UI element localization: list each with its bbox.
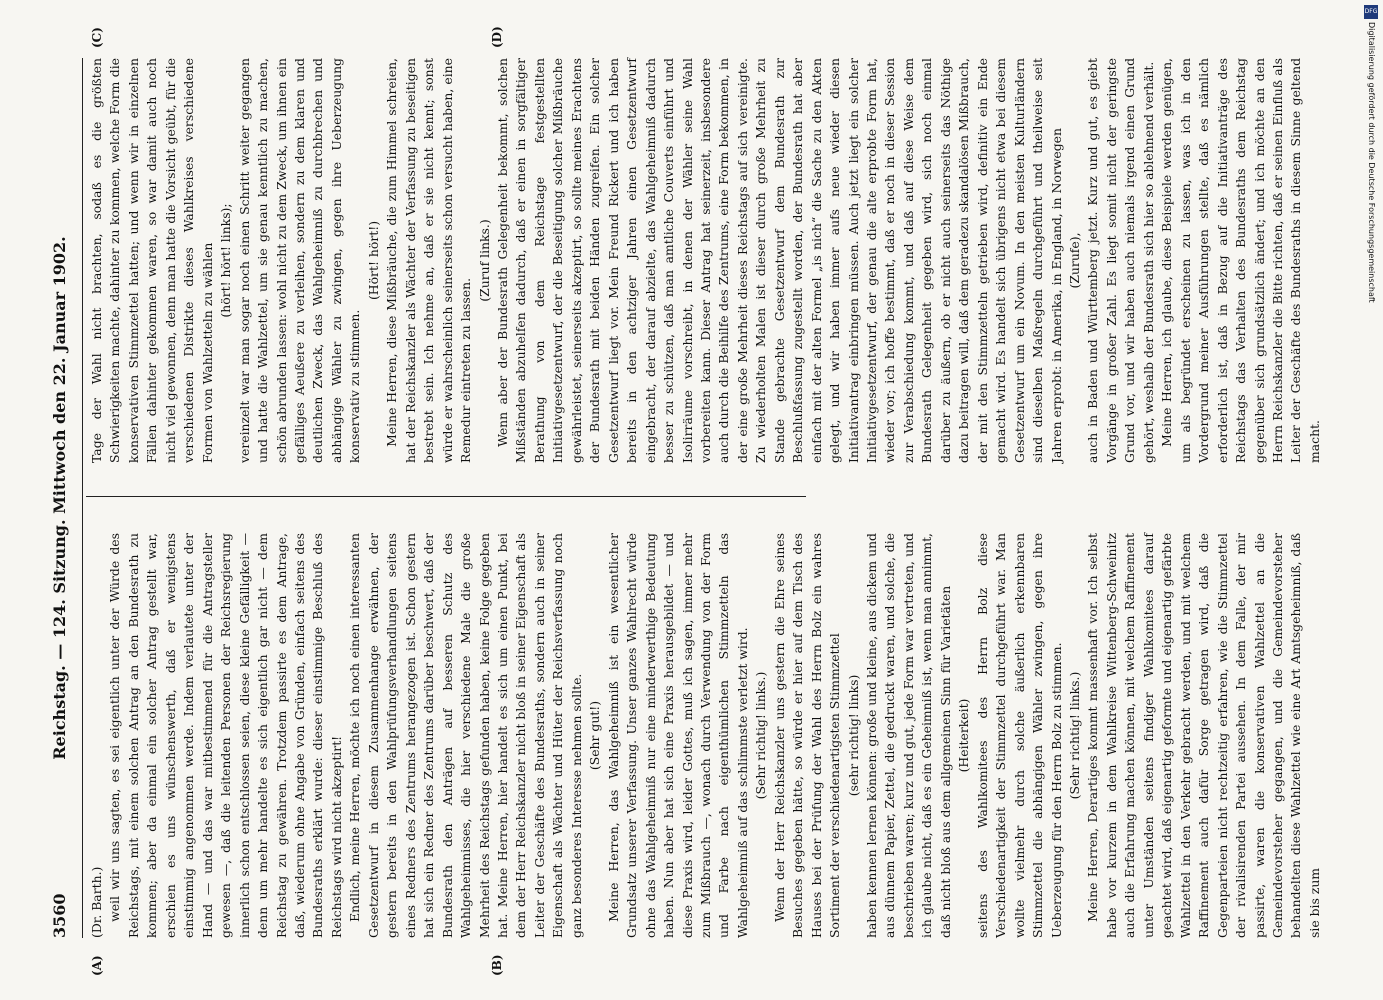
paragraph: haben kennen lernen können: große und kleine, aus dickem und aus dünnem Papier, Zettel, die gedruckt waren, und solche, die beschrieben waren; kurz und gut, jede Form war vertreten, und ich glaube nicht, daß es ein Geheimniß ist, wenn man annimmt, daß nicht bloß aus dem allgemeinen Sinn für Varietäten [864, 533, 953, 938]
paragraph: Wenn der Herr Reichskanzler uns gestern die Ehre seines Besuches gegeben hätte, so würde er hier auf dem Tisch des Hauses bei der Prüfung der Wahl des Herrn Bolz ein wahres Sortiment der verschiedenartigsten Stimmzettel [771, 533, 843, 938]
interjection: (Sehr richtig! links.) [753, 671, 769, 800]
paragraph: auch in Baden und Württemberg jetzt. Kurz und gut, es giebt Vorgänge in großer Zahl. Es liegt somit nicht der geringste Grund vor, und wir haben auch niemals irgend einen Grund gehört, weshalb der Bundesrath sich hier so ablehnend verhält. [1085, 58, 1156, 463]
page-title: Reichstag. — 124. Sitzung. Mittwoch den 22. Januar 1902. [50, 236, 69, 760]
paragraph: Meine Herren, das Wahlgeheimniß ist ein wesentlicher Grundsatz unserer Verfassung. Unser ganzes Wahlrecht würde ohne das Wahlgeheimniß nur eine minderwerthige Bedeutung haben. Nun aber hat sich eine Praxis herausgebildet — und diese Praxis wird, leider Gottes, muß ich sagen, immer mehr zum Mißbrauch —, wonach durch Verwendung von der Form und Farbe nach eigenthümlichen Stimmzetteln das Wahlgeheimniß auf das schlimmste verletzt wird. [605, 533, 750, 938]
interjection: (Zurufe), [1067, 232, 1083, 289]
paragraph: seitens des Wahlkomitees des Herrn Bolz diese Verschiedenartigkeit der Stimmzettel durchgeführt war. Man wollte vielmehr durch solche äußerlich erkennbaren Stimmzettel die abhängigen Wähler zwingen, gegen ihre Ueberzeugung für den Herrn Bolz zu stimmen. [974, 533, 1064, 938]
header-rule [82, 58, 83, 938]
paragraph: vereinzelt war man sogar noch einen Schritt weiter gegangen und hatte die Wahlzettel, um sie genau kenntlich zu machen, schön abrunden lassen: wohl nicht zu dem Zweck, um ihnen ein gefälliges Aeußere zu verleihen, sondern zu dem klaren und deutlichen Zweck, das Wahlgeheimniß zu durchbrechen und abhängige Wähler zu zwingen, gegen ihre Ueberzeugung konservativ zu stimmen. [236, 58, 363, 463]
interjection: (Zuruf links.) [476, 219, 492, 302]
paragraph: Meine Herren, diese Mißbräuche, die zum Himmel schreien, hat der Reichskanzler als Wächter der Verfassung zu beseitigen bestrebt sein. Ich nehme an, daß er sie nicht kennt; sonst würde er wahrscheinlich seinerseits schon versucht haben, eine Remedur eintreten zu lassen. [384, 58, 474, 463]
digitization-credit: Digitalisierung gefördert durch die Deutsche Forschungsgemeinschaft [1367, 22, 1376, 303]
interjection: (Sehr gut!) [587, 700, 603, 771]
left-column [88, 533, 1324, 938]
paragraph: Meine Herren, ich glaube, diese Beispiele werden genügen, um als begründet erscheinen zu lassen, was ich in den Vordergrund meiner Ausführungen stellte, daß es nämlich erforderlich ist, daß in Bezug auf die Initiativanträge des Reichstags das Verhalten des Bundesraths dem Reichstag gegenüber sich grundsätzlich ändert; und ich möchte an den Herrn Reichskanzler die Bitte richten, daß er seinen Einfluß als Leiter der Geschäfte des Bundesraths in diesem Sinne geltend macht. [1159, 58, 1322, 463]
dfg-logo: DFG [1364, 5, 1378, 19]
interjection: (Heiterkeit) [956, 698, 972, 773]
column-divider [86, 496, 806, 497]
page-header [50, 58, 80, 938]
interjection: (sehr richtig! links) [845, 674, 861, 797]
interjection: (Sehr richtig! links.) [1067, 671, 1083, 800]
rotated-page [50, 26, 1335, 976]
paragraph: weil wir uns sagten, es sei eigentlich unter der Würde des Reichstags, mit einem solchen Antrag an den Bundesrath zu kommen; aber da einmal ein solcher Antrag gestellt war, erschien es uns wünschenswerth, daß er wenigstens einstimmig angenommen werde. Indem verlautete unter der Hand — und das war mitbestimmend für die Antragsteller gewesen —, daß die leitenden Personen der Reichsregierung innerlich schon entschlossen seien, diese kleine Gefälligkeit — denn um mehr handelte es sich eigentlich gar nicht — dem Reichstag zu gewähren. Trotzdem passirte es dem Antrage, daß, wiederum ohne Angabe von Gründen, einfach seitens des Bundesraths erklärt wurde: dieser einstimmige Beschluß des Reichstags wird nicht akzeptirt! [107, 533, 344, 938]
paragraph: Tage der Wahl nicht brachten, sodaß es die größten Schwierigkeiten machte, dahinter zu kommen, welche Form die konservativen Stimmzettel hatten; und wenn wir in einzelnen Fällen dahinter gekommen waren, so war damit auch noch nicht viel gewonnen, denn man hatte die Vorsicht geübt, für die verschiedenen Distrikte dieses Wahlkreises verschiedene Formen von Wahlzetteln zu wählen [89, 58, 215, 463]
paragraph: Meine Herren, Derartiges kommt massenhaft vor. Ich selbst habe vor kurzem in dem Wahlkreise Wittenberg-Schweinitz auch die Erfahrung machen können, mit welchem Raffinement unter Umständen seitens findiger Wahlkomitees darauf geachtet wird, daß eigenartig geformte und eigenartig gefärbte Wahlzettel in den Verkehr gebracht werden, und mit welchem Raffinement auch dafür Sorge getragen wird, daß die Gegenparteien nicht rechtzeitig erfahren, wie die Stimmzettel der rivalisirenden Partei aussehen. In dem Falle, der mir passirte, waren die konservativen Wahlzettel an die Gemeindevorsteher gegangen, und die Gemeindevorsteher behandelten diese Wahlzettel wie eine Art Amtsgeheimniß, daß sie bis zum [1085, 533, 1322, 938]
interjection: (Hört! hört!) [365, 220, 381, 301]
interjection: (hört! hört! links); [218, 203, 234, 318]
page-number: 3560 [50, 893, 69, 938]
right-column [88, 58, 1324, 463]
paragraph: Endlich, meine Herren, möchte ich noch einen interessanten Gesetzentwurf in diesem Zusammenhange erwähnen, der gestern bereits in den Wahlprüfungsverhandlungen seitens eines Redners des Zentrums herangezogen ist. Schon gestern hat sich ein Redner des Zentrums darüber beschwert, daß der Bundesrath den Anträgen auf besseren Schutz des Wahlgeheimnisses, die hier verschiedene Male die große Mehrheit des Reichstags gefunden haben, keine Folge gegeben hat. Meine Herren, hier handelt es sich um einen Punkt, bei dem der Herr Reichskanzler nicht bloß in seiner Eigenschaft als Leiter der Geschäfte des Bundesraths, sondern auch in seiner Eigenschaft als Wächter und Hüter der Reichsverfassung noch ganz besonderes Interesse nehmen sollte. [347, 533, 584, 938]
margin-marker-d: (D) [490, 26, 504, 48]
margin-marker-c: (C) [90, 27, 104, 48]
paragraph: Wenn aber der Bundesrath Gelegenheit bekommt, solchen Mißständen abzuhelfen dadurch, daß er einen in sorgfältiger Berathung von dem Reichstage festgestellten Initiativgesetzentwurf, der die Beseitigung solcher Mißbräuche gewährleistet, seinerseits akzeptirt, so sollte meines Erachtens der Bundesrath mit beiden Händen zugreifen. Ein solcher Gesetzentwurf liegt vor. Mein Freund Rickert und ich haben bereits in den achtziger Jahren einen Gesetzentwurf eingebracht, der darauf abzielte, das Wahlgeheimniß dadurch besser zu schützen, daß man amtliche Couverts einführt und Isolirräume vorschreibt, in denen der Wähler seine Wahl vorbereiten kann. Dieser Antrag hat seinerzeit, insbesondere auch durch die Beihilfe des Zentrums, eine Form bekommen, in der eine große Mehrheit dieses Reichstags auf sich vereinigte. Zu wiederholten Malen ist dieser durch große Mehrheit zu Stande gebrachte Gesetzentwurf dem Bundesrath zur Beschlußfassung zugestellt worden, der Bundesrath hat aber einfach mit der alten Formel „is nich“ die Sache zu den Akten gelegt, und wir haben immer aufs neue wieder diesen Initiativantrag einbringen müssen. Auch jetzt liegt ein solcher Initiativgesetzentwurf, der genau die alte erprobte Form hat, wieder vor; ich hoffe bestimmt, daß er noch in dieser Session zur Verabschiedung kommt, und daß auf diese Weise dem Bundesrath Gelegenheit gegeben wird, sich noch einmal darüber zu äußern, ob er nicht auch seinerseits das Nöthige dazu beitragen will, daß dem geradezu skandalösen Mißbrauch, der mit den Stimmzetteln getrieben wird, definitiv ein Ende gemacht wird. Es handelt sich übrigens nicht etwa bei diesem Gesetzentwurf um ein Novum. In den meisten Kulturländern sind dieselben Maßregeln durchgeführt und theilweise seit Jahren erprobt: in Amerika, in England, in Norwegen [494, 58, 1064, 463]
speaker-label: (Dr. Barth.) [89, 866, 104, 938]
margin-marker-a: (A) [90, 955, 104, 976]
margin-marker-b: (B) [490, 954, 504, 976]
